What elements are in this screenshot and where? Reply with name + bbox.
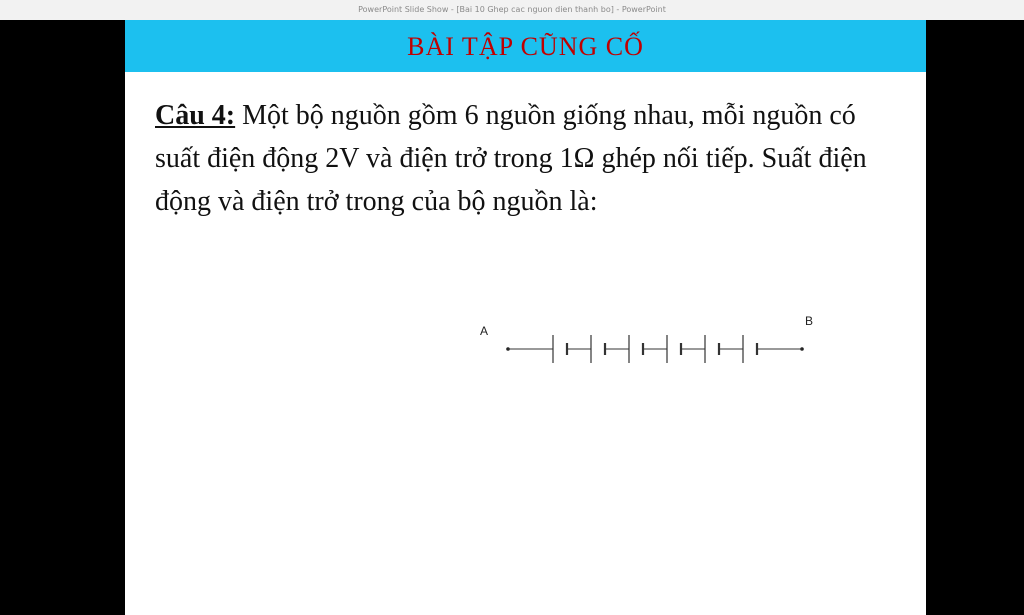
window-title-bar bbox=[0, 0, 1024, 20]
question-label: Câu 4: bbox=[155, 100, 236, 131]
slide-title: BÀI TẬP CŨNG CỐ bbox=[407, 32, 644, 61]
node-b-label: B bbox=[805, 314, 814, 328]
question-text-block bbox=[155, 94, 905, 223]
question-body: Một bộ nguồn gồm 6 nguồn giống nhau, mỗi nguồn có suất điện động 2V và điện trở trong 1Ω ghép nối tiếp. Suất điện động và điện trở trong của bộ nguồn là: bbox=[155, 100, 867, 217]
slide[interactable] bbox=[125, 20, 926, 615]
window-title: PowerPoint Slide Show - [Bai 10 Ghep cac nguon dien thanh bo] - PowerPoint bbox=[358, 5, 666, 14]
series-battery-diagram bbox=[475, 300, 815, 380]
node-a-label: A bbox=[480, 324, 489, 338]
